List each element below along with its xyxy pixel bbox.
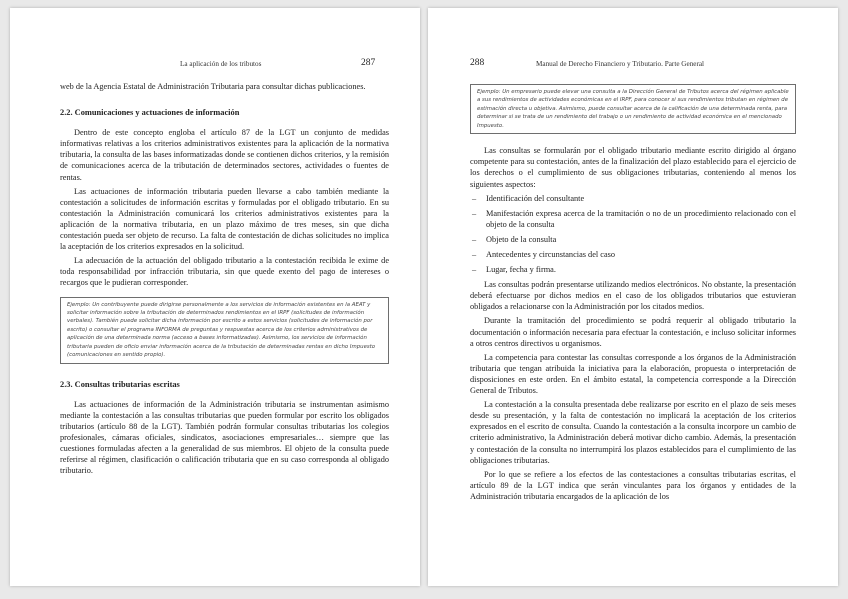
- running-head: Manual de Derecho Financiero y Tributario. Parte General: [536, 60, 705, 68]
- left-page: [10, 8, 420, 586]
- paragraph: Por lo que se refiere a los efectos de las contestaciones a consultas tributarias escritas, el artículo 89 de la LGT indica que serán vinculantes para los órganos y entidades de la Administración tributaria encargados de la aplicación de los: [470, 469, 796, 501]
- paragraph: Durante la tramitación del procedimiento se podrá requerir al obligado tributario la documentación o información necesaria para efectuar la contestación, e incluso solicitar informes a otros centros directivos u organismos.: [470, 316, 796, 348]
- requirements-list: [470, 193, 796, 276]
- page-body: [470, 76, 796, 505]
- example-box: Ejemplo: Un empresario puede elevar una consulta a la Dirección General de Tributos acerca del régimen aplicable a sus rendimientos de actividades económicas en el IRPF, para conocer si sus rendimientos tributan en régimen de estimación directa u objetiva. Asimismo, puede consultar acerca de la calificación de una determinada renta, para determinar si se trata de un rendimiento del trabajo o un rendimiento de actividad económica en el mencionado Impuesto.: [470, 84, 796, 134]
- list-item: – Manifestación expresa acerca de la tramitación o no de un procedimiento relacionado con el objeto de la consulta: [470, 208, 796, 230]
- section-heading: 2.2. Comunicaciones y actuaciones de información: [60, 108, 240, 118]
- page-number: 288: [470, 58, 485, 68]
- list-item: – Identificación del consultante: [470, 193, 796, 204]
- section-heading: 2.3. Consultas tributarias escritas: [60, 379, 180, 389]
- intro-paragraph: web de la Agencia Estatal de Administración Tributaria para consultar dichas publicaciones.: [60, 82, 366, 91]
- paragraph: La competencia para contestar las consultas corresponde a los órganos de la Administración tributaria que tengan atribuida la iniciativa para la elaboración, propuesta o interpretación de disposiciones en este orden. En el ámbito estatal, la competencia corresponde a la Dirección General de Tributos.: [470, 352, 796, 396]
- running-head: La aplicación de los tributos: [180, 60, 262, 68]
- paragraph: Las actuaciones de información tributaria pueden llevarse a cabo también mediante la contestación a solicitudes de información escritas y formuladas por el obligado tributario. En su contestación la Administración comunicará los criterios administrativos existentes para la aplicación de la normativa tributaria, en un plazo máximo de tres meses, sin que dicha contestación pueda ser objeto de recurso. La falta de contestación de dichas solicitudes no implica la aceptación de los criterios expresados en la solicitud.: [60, 186, 389, 252]
- list-item: – Antecedentes y circunstancias del caso: [470, 249, 796, 260]
- paragraph: La contestación a la consulta presentada debe realizarse por escrito en el plazo de seis meses desde su presentación, y la falta de contestación no implicará la aceptación de los criterios expresados en el escrito de consulta. Cuando la contestación a la consulta incorpore un cambio de criterio administrativo, la Administración deberá motivar dicho cambio. Además, la presentación y contestación de la consulta no interrumpirá los plazos establecidos para el cumplimiento de las obligaciones tributarias.: [470, 400, 796, 465]
- paragraph: La adecuación de la actuación del obligado tributario a la contestación recibida le exime de toda responsabilidad por infracción tributaria, sin que quede exento del pago de intereses o recargos que le pudieran corresponder.: [60, 256, 389, 288]
- example-box: Ejemplo: Un contribuyente puede dirigirse personalmente a los servicios de información existentes en la AEAT y solicitar información sobre la tributación de determinados rendimientos en el IRPF (solicitudes de información verbales). También puede solicitar dicha información por escrito a estos servicios (solicitudes de información por escrito) o consultar el programa INFORMA de preguntas y respuestas acerca de los criterios administrativos de aplicación de una determinada norma (acceso a bases informatizadas). Asimismo, los servicios de información tributaria pueden de oficio enviar información acerca de la tributación de determinadas rentas en dicho Impuesto (comunicaciones en sentido propio).: [60, 297, 389, 364]
- paragraph: Las consultas podrán presentarse utilizando medios electrónicos. No obstante, la presentación deberá efectuarse por dichos medios en el caso de los obligados tributarios que estuvieran obligados a relacionarse con la Administración por los citados medios.: [470, 280, 796, 312]
- list-item: – Lugar, fecha y firma.: [470, 264, 796, 275]
- paragraph: Las consultas se formularán por el obligado tributario mediante escrito dirigido al órgano competente para su contestación, antes de la finalización del plazo establecido para el ejercicio de los derechos o el cumplimiento de sus obligaciones tributarias, conteniendo al menos los siguientes aspectos:: [470, 146, 796, 189]
- list-item: – Objeto de la consulta: [470, 234, 796, 245]
- paragraph: Las actuaciones de información de la Administración tributaria se instrumentan asimismo mediante la contestación a las consultas tributarias que pueden formular por escrito los obligados tributarios (artículo 88 de la LGT). También podrán formular consultas tributarias los colegios profesionales, cámaras oficiales, sindicatos, asociaciones empresariales… siempre que las cuestiones formuladas afecten a la generalidad de sus miembros. El objeto de la consulta puede referirse al régimen, clasificación o calificación tributaria que en su caso corresponda al obligado tributario.: [60, 399, 389, 476]
- page-body: [60, 81, 389, 479]
- page-number: 287: [361, 58, 376, 68]
- right-page: [428, 8, 838, 586]
- paragraph: Dentro de este concepto engloba el artículo 87 de la LGT un conjunto de medidas informativas relativas a los criterios administrativos existentes para la aplicación de la normativa tributaria, la consulta de las bases informatizadas donde se contienen dichos criterios, y la remisión de comunicaciones acerca de la tributación de determinados sectores, actividades o fuentes de rentas.: [60, 128, 390, 182]
